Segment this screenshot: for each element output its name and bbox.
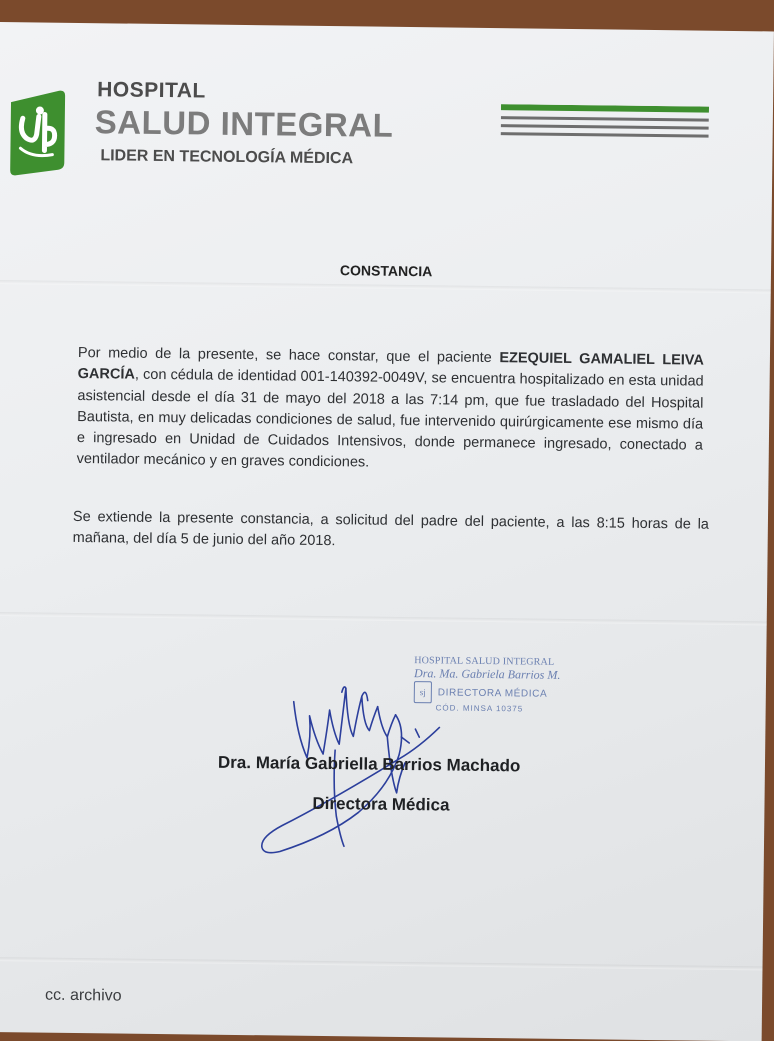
signer-role: Directora Médica xyxy=(312,793,450,815)
signer-name: Dra. María Gabriella Barrios Machado xyxy=(217,752,521,776)
hospital-name: SALUD INTEGRAL xyxy=(94,103,394,144)
paragraph-intro: Por medio de la presente, se hace constar, que el paciente xyxy=(77,344,500,367)
stamp-logo-icon: sj xyxy=(414,681,432,703)
document-title: CONSTANCIA xyxy=(339,262,433,280)
paper-fold xyxy=(0,280,771,293)
document-sheet xyxy=(0,22,774,1041)
stamp-doctor: Dra. Ma. Gabriela Barrios M. xyxy=(413,666,561,682)
hospital-label: HOSPITAL xyxy=(97,78,206,103)
paper-fold xyxy=(0,957,763,970)
paper-fold xyxy=(0,612,767,625)
hospital-tagline: LIDER EN TECNOLOGÍA MÉDICA xyxy=(100,147,354,168)
hospital-logo-icon xyxy=(8,88,67,177)
paragraph-details: , con cédula de identidad 001-140392-0049V, se encuentra hospitalizado en esta unidad asistencial desde el día 31 de mayo del 2018 a las 7:14 pm, que fue trasladado del Hospital Bautista, en muy delicadas condiciones de salud, fue intervenido quirúrgicamente ese mismo día e ingresado en Unidad de Cuidados Intensivos, donde permanece ingresado, conectado a ventilador mecánico y en graves condiciones. xyxy=(76,366,704,472)
cc-note: cc. archivo xyxy=(45,986,122,1005)
header-stripes xyxy=(501,104,709,143)
stamp-role: DIRECTORA MÉDICA xyxy=(437,686,548,700)
paragraph-body xyxy=(77,343,705,478)
patient-name: EZEQUIEL GAMALIEL LEIVA GARCÍA xyxy=(77,350,705,383)
stamp-hospital: HOSPITAL SALUD INTEGRAL xyxy=(414,655,555,668)
paragraph-closing: Se extiende la presente constancia, a solicitud del padre del paciente, a las 8:15 horas de la mañana, del día 5 de junio del año 2018. xyxy=(72,508,710,550)
stamp-code: CÓD. MINSA 10375 xyxy=(435,703,524,714)
